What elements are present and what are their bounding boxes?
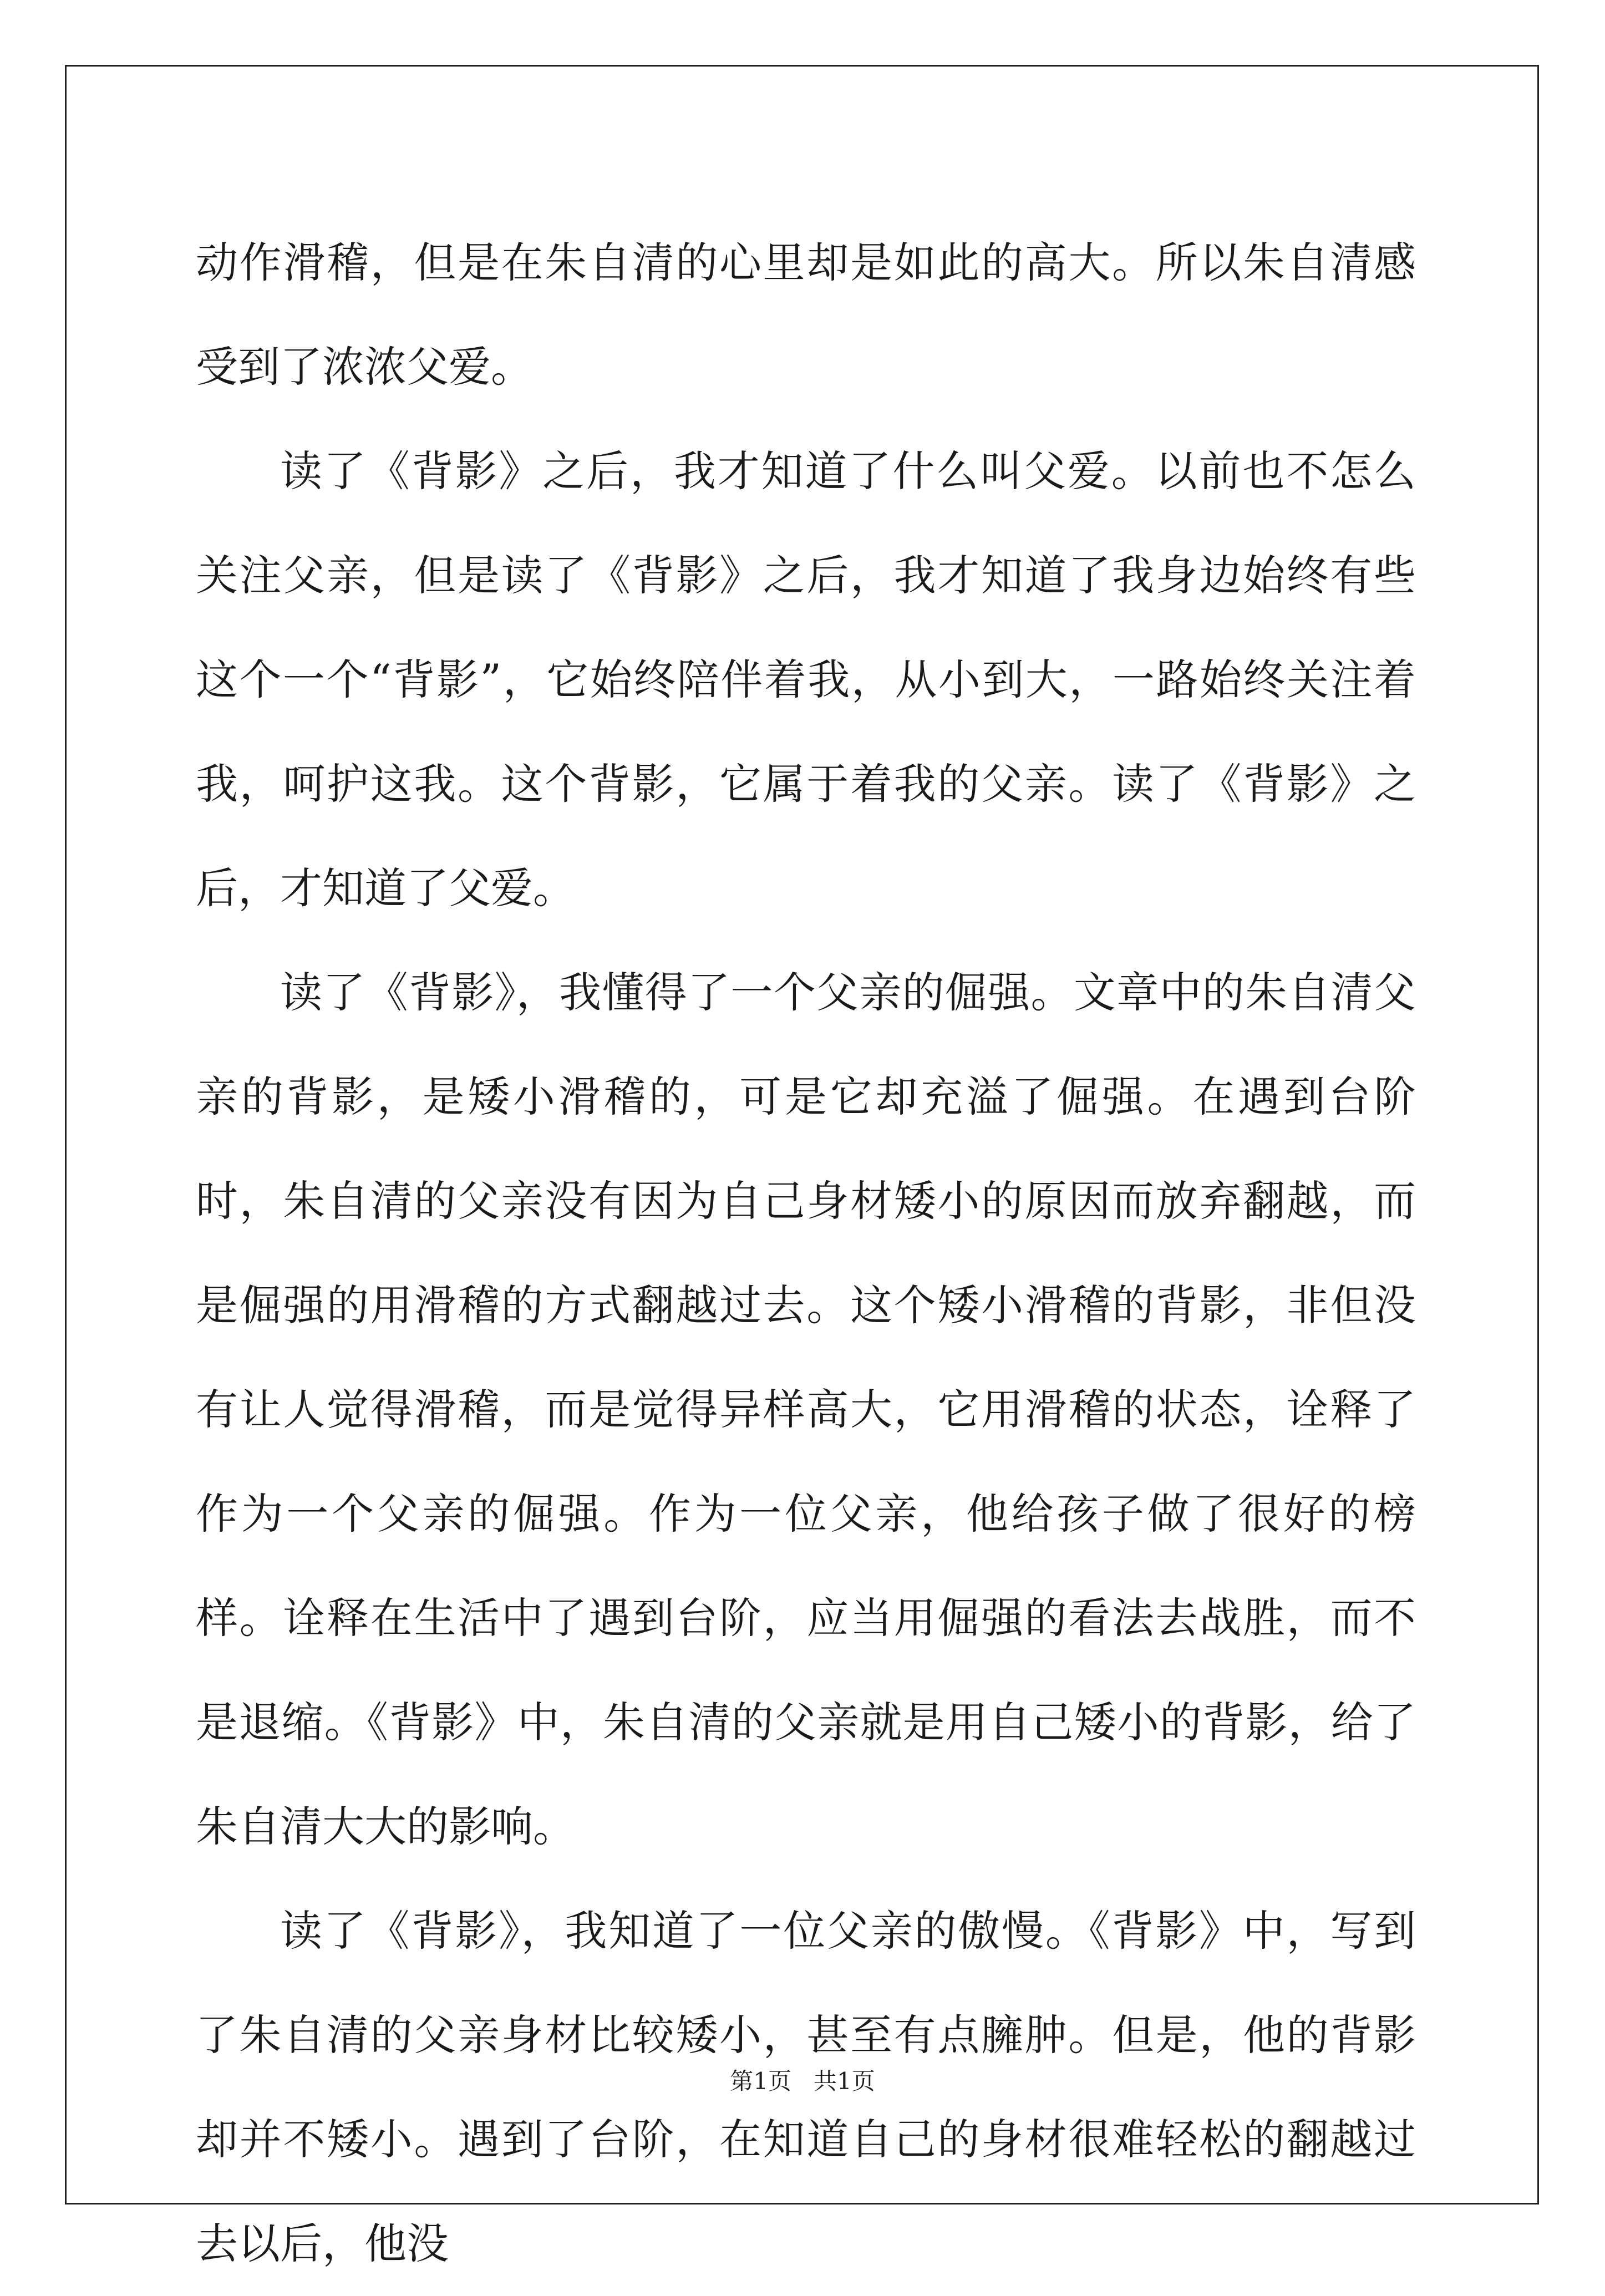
- page-footer: 第1页 共1页: [730, 2068, 875, 2095]
- document-body: [196, 211, 1416, 2296]
- paragraph: 动作滑稽，但是在朱自清的心里却是如此的高大。所以朱自清感受到了浓浓父爱。: [196, 238, 1416, 392]
- paragraph: 读了《背影》，我知道了一位父亲的傲慢。《背影》中，写到了朱自清的父亲身材比较矮小，甚至有点臃肿。但是，他的背影却并不矮小。遇到了台阶，在知道自己的身材很难轻松的翻越过去以后，他没: [196, 1906, 1416, 2268]
- paragraph: 读了《背影》，我懂得了一个父亲的倔强。文章中的朱自清父亲的背影，是矮小滑稽的，可是它却充溢了倔强。在遇到台阶时，朱自清的父亲没有因为自己身材矮小的原因而放弃翻越，而是倔强的用滑稽的方式翻越过去。这个矮小滑稽的背影，非但没有让人觉得滑稽，而是觉得异样高大，它用滑稽的状态，诠释了作为一个父亲的倔强。作为一位父亲，他给孩子做了很好的榜样。诠释在生活中了遇到台阶，应当用倔强的看法去战胜，而不是退缩。《背影》中，朱自清的父亲就是用自己矮小的背影，给了朱自清大大的影响。: [196, 968, 1416, 1851]
- paragraph: 读了《背影》之后，我才知道了什么叫父爱。以前也不怎么关注父亲，但是读了《背影》之后，我才知道了我身边始终有些这个一个“背影”，它始终陪伴着我，从小到大，一路始终关注着我，呵护这我。这个背影，它属于着我的父亲。读了《背影》之后，才知道了父爱。: [196, 446, 1416, 913]
